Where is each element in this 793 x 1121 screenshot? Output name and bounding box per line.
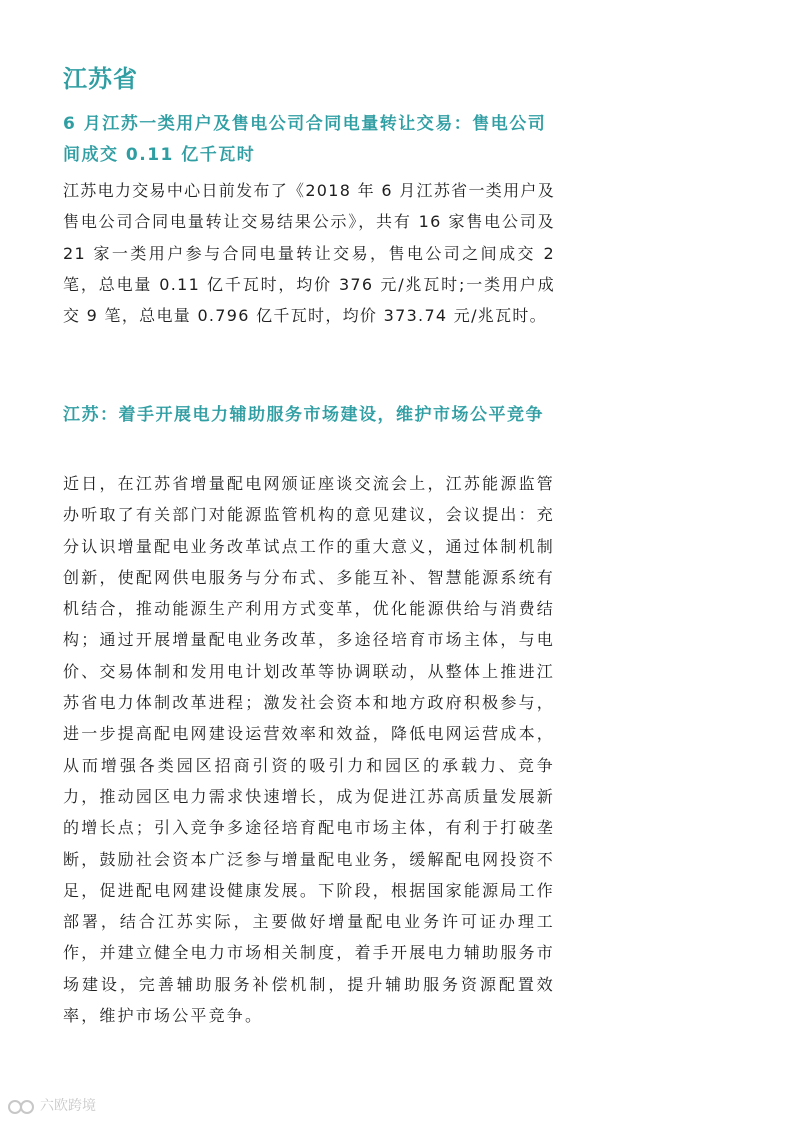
- section-heading-transfer-trade: 6 月江苏一类用户及售电公司合同电量转让交易：售电公司间成交 0.11 亿千瓦时: [63, 114, 547, 165]
- section-heading-ancillary-services: 江苏：着手开展电力辅助服务市场建设，维护市场公平竞争: [63, 405, 544, 425]
- watermark-text: 六欧跨境: [40, 1098, 96, 1114]
- province-title: 江苏省: [63, 65, 138, 93]
- section-body-transfer-trade: 江苏电力交易中心日前发布了《2018 年 6 月江苏省一类用户及售电公司合同电量转让交易结果公示》，共有 16 家售电公司及 21 家一类用户参与合同电量转让交易，售电公司之间成交 2 笔，总电量 0.11 亿千瓦时，均价 376 元/兆瓦时;一类用户成交 9 笔，总电量 0.796 亿千瓦时，均价 373.74 元/兆瓦时。: [63, 181, 555, 326]
- logo-icon: [8, 1097, 36, 1113]
- section-body-ancillary-services: 近日，在江苏省增量配电网颁证座谈交流会上，江苏能源监管办听取了有关部门对能源监管机构的意见建议，会议提出：充分认识增量配电业务改革试点工作的重大意义，通过体制机制创新，使配网供电服务与分布式、多能互补、智慧能源系统有机结合，推动能源生产利用方式变革，优化能源供给与消费结构；通过开展增量配电业务改革，多途径培育市场主体，与电价、交易体制和发用电计划改革等协调联动，从整体上推进江苏省电力体制改革进程；激发社会资本和地方政府积极参与，进一步提高配电网建设运营效率和效益，降低电网运营成本，从而增强各类园区招商引资的吸引力和园区的承载力、竞争力，推动园区电力需求快速增长，成为促进江苏高质量发展新的增长点；引入竞争多途径培育配电市场主体，有利于打破垄断，鼓励社会资本广泛参与增量配电业务，缓解配电网投资不足，促进配电网建设健康发展。下阶段，根据国家能源局工作部署，结合江苏实际，主要做好增量配电业务许可证办理工作，并建立健全电力市场相关制度，着手开展电力辅助服务市场建设，完善辅助服务补偿机制，提升辅助服务资源配置效率，维护市场公平竞争。: [63, 474, 555, 1026]
- watermark: [8, 1094, 96, 1116]
